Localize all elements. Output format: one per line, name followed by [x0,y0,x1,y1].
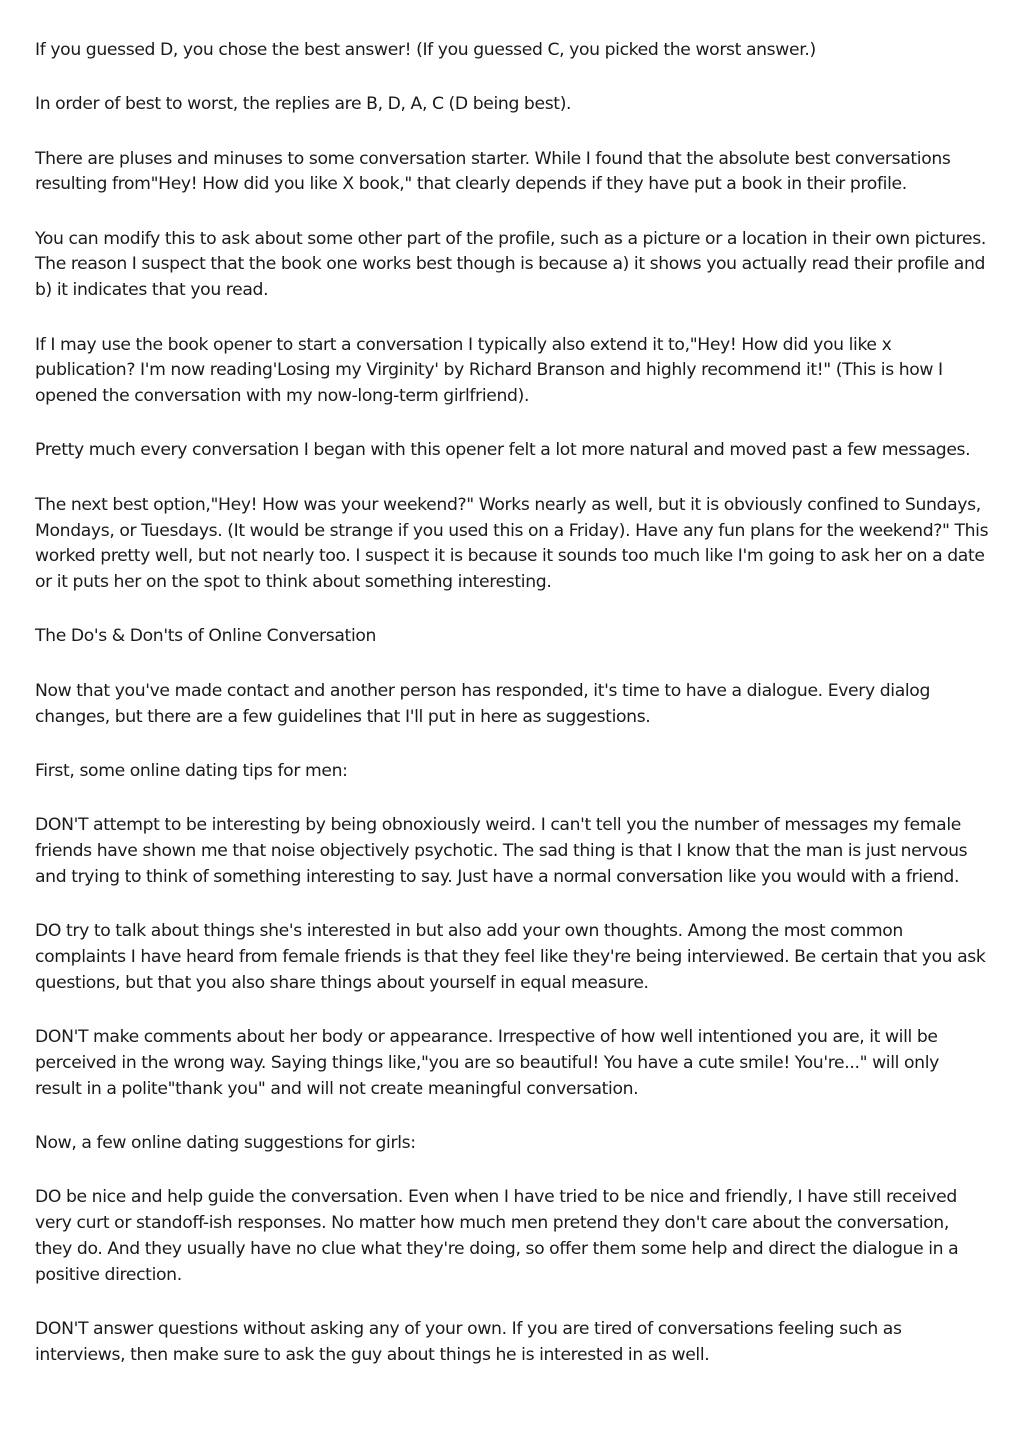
paragraph-dont-only-answer: DON'T answer questions without asking any of your own. If you are tired of conversations feeling such as interviews, then make sure to ask the guy about things he is interested in as well. [35,1318,902,1365]
paragraph-do-share-thoughts: DO try to talk about things she's interested in but also add your own thoughts. Among the most common complaints I have heard from female friends is that they feel like they're being interviewed. Be certain that you ask questions, but that you also share things about yourself in equal measure. [35,921,986,993]
paragraph-next-best-option: The next best option,"Hey! How was your weekend?" Works nearly as well, but it is obviously confined to Sundays, Mondays, or Tuesdays. (It would be strange if you used this on a Friday). Have any fun plans for the weekend?" This worked pretty well, but not nearly too. I suspect it is because it sounds too much like I'm going to ask her on a date or it puts her on the spot to think about something interesting. [35,494,989,593]
paragraph-conversation-starters: There are pluses and minuses to some conversation starter. While I found that the absolute best conversations resulting from"Hey! How did you like X book," that clearly depends if they have put a book in their profile. [35,148,951,195]
paragraph-best-answer: If you guessed D, you chose the best answer! (If you guessed C, you picked the worst answer.) [35,40,816,60]
paragraph-tips-for-men: First, some online dating tips for men: [35,760,348,781]
paragraph-dont-comment-appearance: DON'T make comments about her body or appearance. Irrespective of how well intentioned you are, it will be perceived in the wrong way. Saying things like,"you are so beautiful! You have a cute smile! You're..." will only result in a polite"thank you" and will not create meaningful conversation. [35,1026,939,1099]
section-heading-dos-donts: The Do's & Don'ts of Online Conversation [35,626,377,647]
paragraph-book-opener: If I may use the book opener to start a conversation I typically also extend it to,"Hey! How did you like x publication? I'm now reading'Losing my Virginity' by Richard Branson and highly recommend it!" (This is how I opened the conversation with my now-long-term girlfriend). [35,334,943,407]
paragraph-opener-results: Pretty much every conversation I began with this opener felt a lot more natural and moved past a few messages. [35,440,971,461]
paragraph-dialogue-intro: Now that you've made contact and another person has responded, it's time to have a dialogue. Every dialog changes, but there are a few guidelines that I'll put in here as suggestions. [35,680,931,727]
paragraph-do-be-nice: DO be nice and help guide the conversation. Even when I have tried to be nice and friendly, I have still received very curt or standoff-ish responses. No matter how much men pretend they don't care about the conversation, they do. And they usually have no clue what they're doing, so offer them some help and direct the dialogue in a positive direction. [35,1187,959,1285]
paragraph-reply-order: In order of best to worst, the replies are B, D, A, C (D being best). [35,94,572,115]
paragraph-modify-opener: You can modify this to ask about some other part of the profile, such as a picture or a location in their own pictures. The reason I suspect that the book one works best though is because a) it shows you actually read their profile and b) it indicates that you read. [35,228,986,301]
paragraph-tips-for-girls: Now, a few online dating suggestions for girls: [35,1132,416,1153]
paragraph-dont-be-weird: DON'T attempt to be interesting by being obnoxiously weird. I can't tell you the number of messages my female friends have shown me that noise objectively psychotic. The sad thing is that I know that the man is just nervous and trying to think of something interesting to say. Just have a normal conversation like you would with a friend. [35,815,968,887]
